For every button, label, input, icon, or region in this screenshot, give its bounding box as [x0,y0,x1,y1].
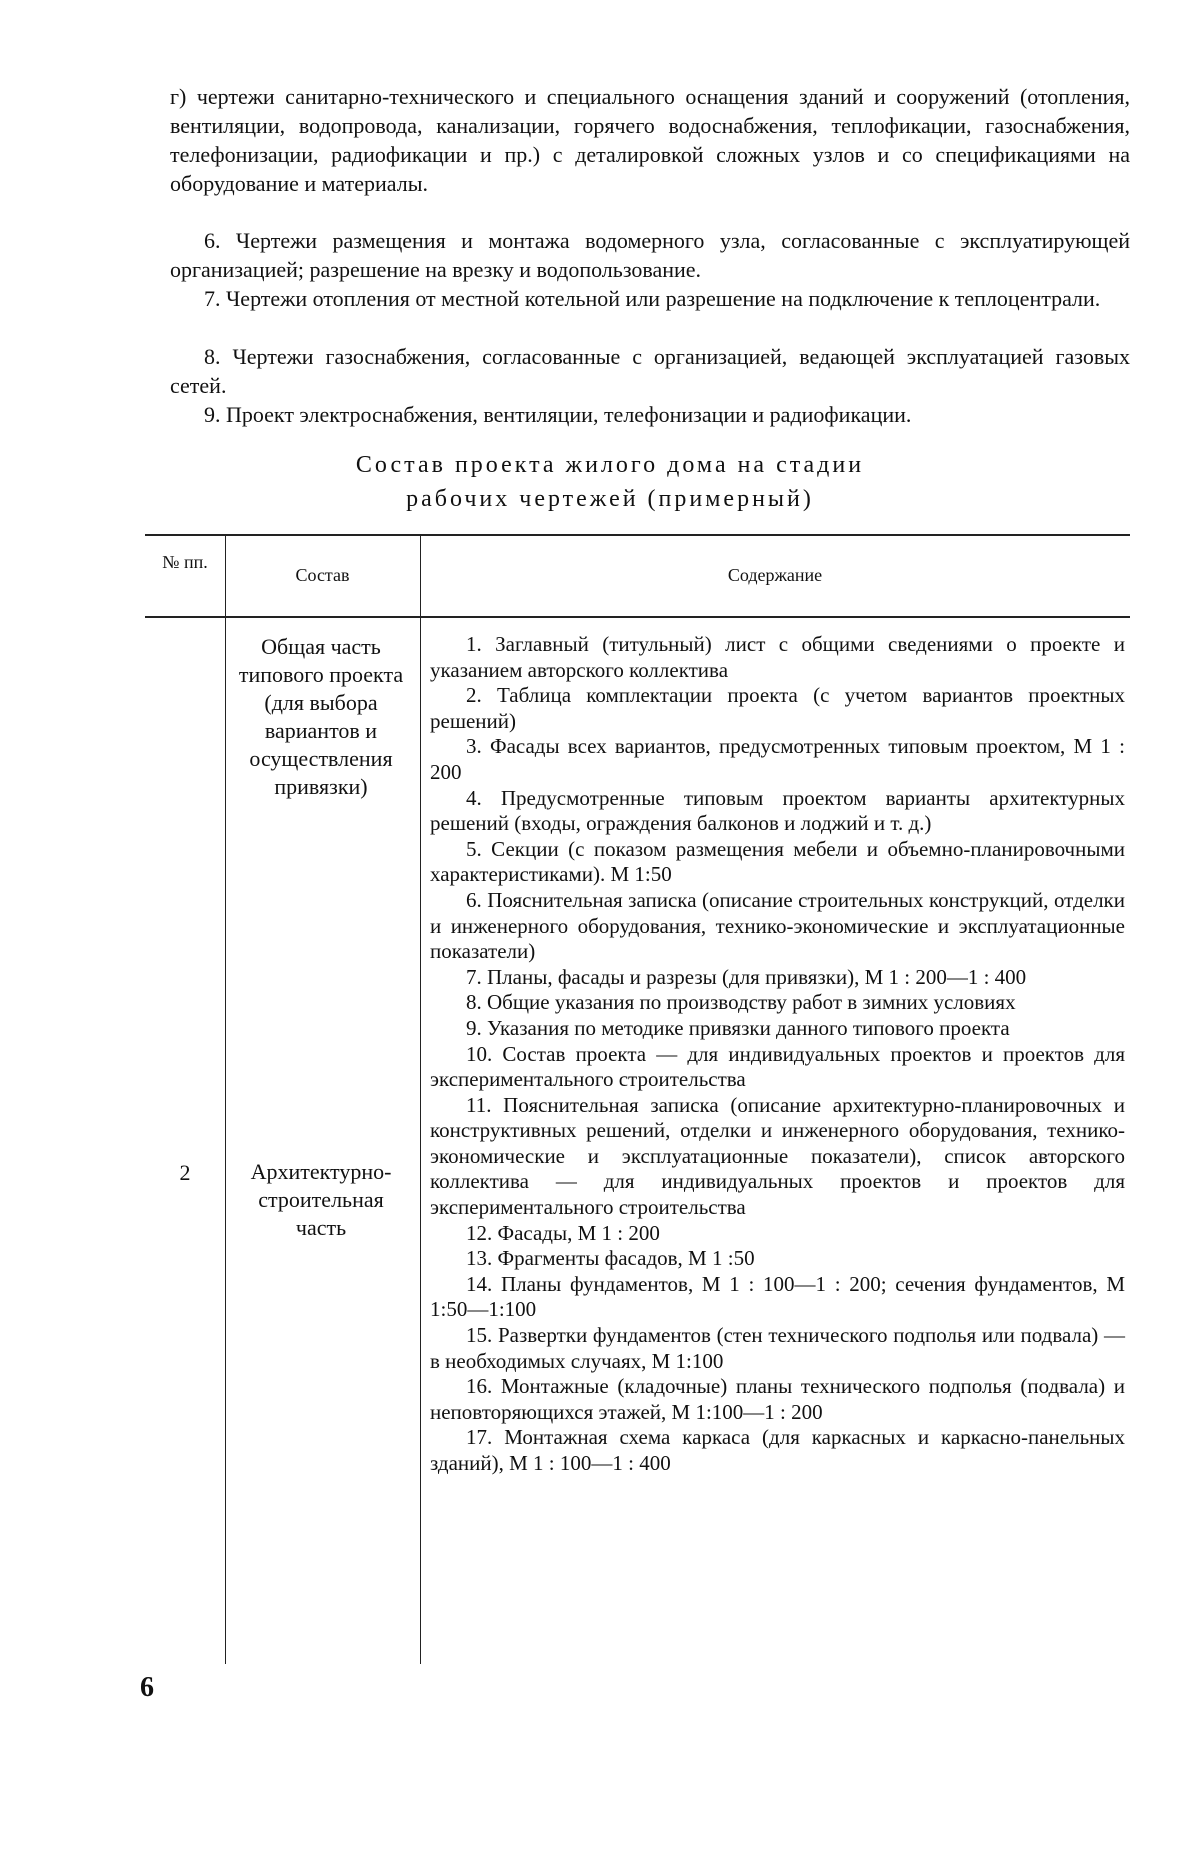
section-title-line2: рабочих чертежей (примерный) [406,486,814,512]
section-title-line1: Состав проекта жилого дома на стадии [355,452,865,478]
content-item: 16. Монтажные (кладочные) планы технического подполья (подвала) и неповторяющихся этажей, М 1:100—1 : 200 [430,1374,1125,1424]
content-item: 5. Секции (с показом размещения мебели и объемно-планировочными характеристиками). М 1:50 [430,836,1125,887]
item-9: 9. Проект электроснабжения, вентиляции, телефонизации и радиофикации. [204,402,912,427]
paragraph-g: г) чертежи санитарно-технического и специального оснащения зданий и сооружений (отопления, вентиляции, водопровода, канализации, горячего водоснабжения, теплофикации, газоснабжения, телефонизации, радиофикации и пр.) с деталировкой сложных узлов и со спецификациями на оборудование и материалы. [170,84,1130,196]
content-item: 15. Развертки фундаментов (стен технического подполья или подвала) — в необходимых случаях, М 1:100 [430,1323,1125,1373]
content-item: 8. Общие указания по производству работ в зимних условиях [466,990,1016,1015]
page-number: 6 [140,1672,154,1703]
content-item: 2. Таблица комплектации проекта (с учетом вариантов проектных решений) [430,683,1125,733]
content-item: 17. Монтажная схема каркаса (для каркасных и каркасно-панельных зданий), М 1 : 100—1 : 400 [430,1425,1125,1475]
header-num: № пп. [162,552,208,572]
content-item: 12. Фасады, М 1 : 200 [466,1220,660,1245]
header-content: Содержание [727,565,823,585]
column-divider-2 [420,534,421,1664]
content-item: 4. Предусмотренные типовым проектом варианты архитектурных решений (входы, ограждения балконов и лоджий и т. д.) [430,785,1125,836]
content-column [430,632,1125,1477]
row2-num: 2 [179,1160,191,1185]
column-divider-1 [225,534,226,1664]
item-6: 6. Чертежи размещения и монтажа водомерного узла, согласованные с эксплуатирующей организацией; разрешение на врезку и водопользование. [170,228,1130,282]
content-item: 14. Планы фундаментов, М 1 : 100—1 : 200; сечения фундаментов, М 1:50—1:100 [430,1271,1125,1322]
content-item: 3. Фасады всех вариантов, предусмотренных типовым проектом, М 1 : 200 [430,734,1125,784]
content-item: 7. Планы, фасады и разрезы (для привязки), М 1 : 200—1 : 400 [466,964,1027,989]
item-7: 7. Чертежи отопления от местной котельной или разрешение на подключение к теплоцентрали. [204,286,1101,311]
item-8: 8. Чертежи газоснабжения, согласованные с организацией, ведающей эксплуатацией газовых сетей. [170,344,1130,398]
header-composition: Состав [295,565,350,585]
content-item: 9. Указания по методике привязки данного типового проекта [466,1015,1010,1040]
table-top-rule [145,534,1130,536]
table-header-rule [145,616,1130,618]
content-item: 11. Пояснительная записка (описание архитектурно-планировочных и конструктивных решений, отделки и инженерного оборудования, технико-экономические и эксплуатационные показатели), список авторского коллектива — для индивидуальных проектов и проектов для экспериментального строительства [430,1092,1125,1220]
content-item: 13. Фрагменты фасадов, М 1 :50 [466,1246,755,1271]
content-item: 6. Пояснительная записка (описание строительных конструкций, отделки и инженерного оборудования, технико-экономические и эксплуатационные показатели) [430,887,1125,964]
row2-composition: Архитектурно-строительная часть [250,1159,392,1240]
content-item: 1. Заглавный (титульный) лист с общими сведениями о проекте и указанием авторского коллектива [430,632,1125,682]
content-item: 10. Состав проекта — для индивидуальных проектов и проектов для экспериментального строительства [430,1041,1125,1092]
row1-composition: Общая часть типового проекта (для выбора вариантов и осуществления привязки) [238,634,404,799]
